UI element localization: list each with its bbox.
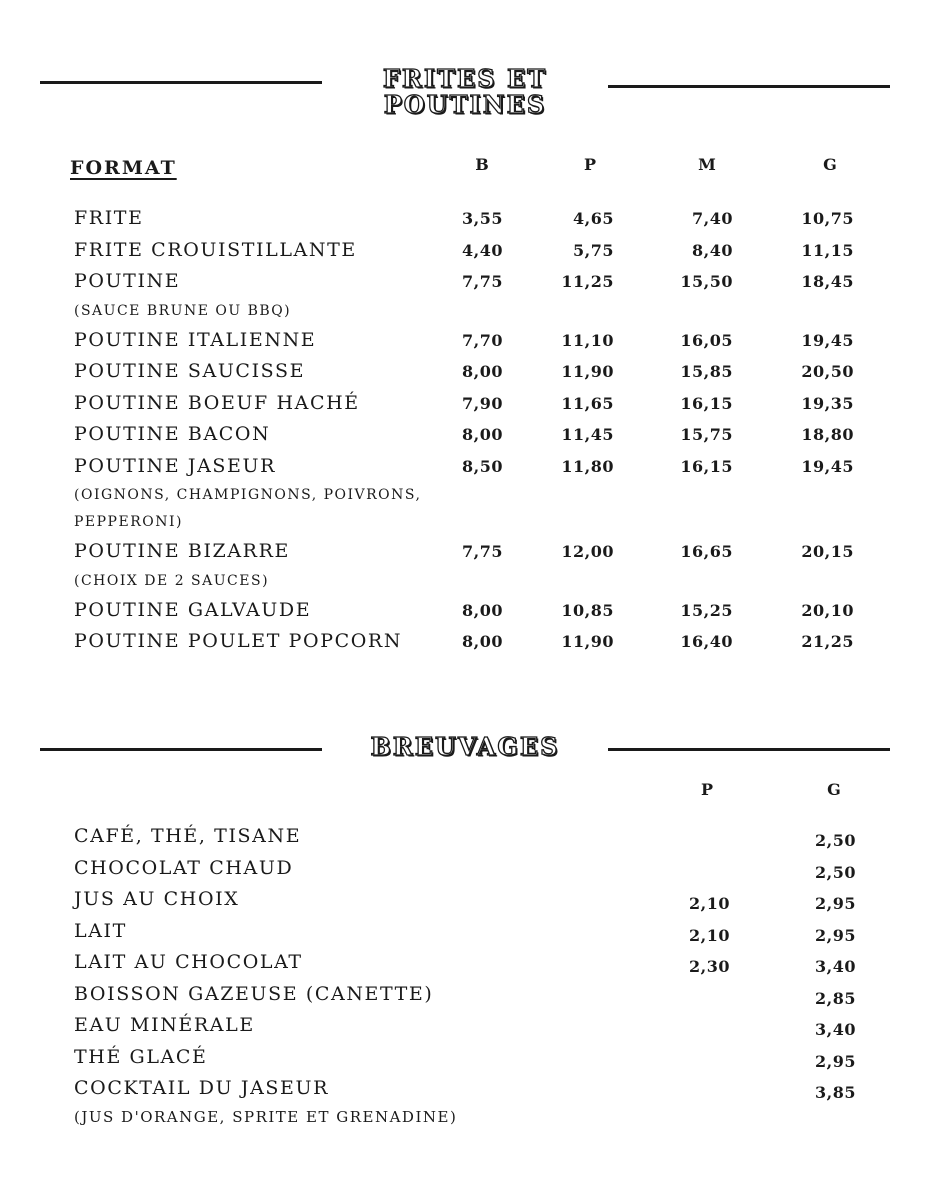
menu-item-name: LAIT AU CHOCOLAT (74, 951, 303, 973)
menu-item-name: FRITE CROUISTILLANTE (74, 238, 357, 261)
section-title-breuvages (330, 734, 600, 760)
menu-item-price: 16,05 (680, 330, 733, 350)
menu-item-price: 12,00 (561, 542, 614, 561)
menu-item-price: 19,45 (801, 456, 854, 476)
menu-item-price: 10,85 (561, 600, 614, 620)
menu-item-price: 15,25 (680, 600, 733, 620)
menu-item-name: POUTINE BIZARRE (74, 540, 290, 562)
menu-item-price: 3,40 (815, 1020, 856, 1039)
column-header: P (583, 155, 597, 174)
section-divider-left (40, 81, 322, 84)
menu-item-price: 7,40 (692, 209, 733, 228)
section-title-text: BREUVAGES (370, 732, 560, 761)
menu-item-name: CAFÉ, THÉ, TISANE (74, 825, 302, 847)
menu-item-name: POUTINE ITALIENNE (74, 328, 317, 351)
menu-item-price: 2,50 (815, 862, 856, 882)
menu-item-price: 2,30 (689, 957, 730, 976)
menu-item-price: 8,00 (462, 632, 503, 651)
menu-item-price: 3,85 (815, 1083, 856, 1102)
menu-item-price: 11,25 (561, 272, 614, 291)
menu-item-name: POUTINE BOEUF HACHÉ (74, 391, 360, 414)
menu-item-price: 10,75 (801, 209, 854, 228)
menu-item-description: (CHOIX DE 2 SAUCES) (74, 572, 270, 589)
menu-item-name: POUTINE (74, 270, 181, 292)
menu-item-price: 4,65 (573, 209, 614, 228)
menu-item-description: (OIGNONS, CHAMPIGNONS, POIVRONS, (74, 487, 422, 503)
menu-item-price: 11,90 (561, 362, 614, 381)
menu-item-price: 21,25 (801, 632, 854, 651)
menu-item-price: 2,10 (689, 925, 730, 945)
menu-item-name: JUS AU CHOIX (74, 888, 240, 910)
menu-item-price: 8,00 (462, 362, 503, 381)
menu-item-price: 11,45 (561, 425, 614, 444)
format-label: FORMAT (70, 157, 177, 179)
menu-item-price: 7,90 (462, 393, 503, 413)
menu-item-name: EAU MINÉRALE (74, 1014, 255, 1036)
menu-item-description: PEPPERONI) (74, 514, 183, 530)
menu-item-price: 8,50 (462, 456, 503, 476)
column-header: B (475, 155, 489, 174)
menu-item-price: 5,75 (573, 240, 614, 260)
menu-item-name: THÉ GLACÉ (74, 1045, 208, 1068)
menu-item-price: 20,50 (801, 362, 854, 381)
menu-item-price: 15,85 (680, 362, 733, 381)
menu-item-name: POUTINE JASEUR (74, 454, 277, 477)
menu-item-price: 11,15 (801, 240, 854, 260)
menu-item-price: 20,10 (801, 600, 854, 620)
column-header: M (698, 155, 716, 174)
menu-item-price: 8,00 (462, 600, 503, 620)
section-divider-left (40, 748, 322, 751)
menu-item-price: 16,15 (680, 456, 733, 476)
menu-item-price: 20,15 (801, 542, 854, 561)
menu-item-price: 15,50 (680, 272, 733, 291)
menu-item-price: 7,75 (462, 542, 503, 561)
column-header: G (827, 780, 841, 799)
menu-item-price: 11,80 (561, 456, 614, 476)
menu-item-name: POUTINE GALVAUDE (74, 598, 312, 621)
menu-item-price: 11,65 (561, 393, 614, 413)
menu-item-name: CHOCOLAT CHAUD (74, 856, 294, 879)
menu-item-price: 8,00 (462, 425, 503, 444)
menu-item-name: BOISSON GAZEUSE (CANETTE) (74, 982, 434, 1005)
menu-item-description: (JUS D'ORANGE, SPRITE ET GRENADINE) (74, 1107, 458, 1126)
section-divider-right (608, 748, 890, 751)
menu-item-description: (SAUCE BRUNE OU BBQ) (74, 302, 292, 319)
section-title-line1: FRITES ET (382, 64, 548, 93)
menu-item-price: 2,10 (689, 894, 730, 913)
menu-item-price: 19,45 (801, 330, 854, 350)
column-header: G (823, 155, 837, 174)
menu-item-price: 4,40 (462, 240, 503, 260)
menu-item-price: 2,50 (815, 831, 856, 850)
menu-item-price: 3,55 (462, 209, 503, 228)
column-header: P (700, 780, 714, 799)
menu-item-price: 11,10 (561, 330, 614, 350)
menu-item-name: POUTINE SAUCISSE (74, 360, 306, 382)
menu-item-price: 7,70 (462, 330, 503, 350)
section-title-frites (330, 66, 600, 118)
menu-item-name: POUTINE BACON (74, 423, 271, 445)
menu-item-price: 11,90 (561, 632, 614, 651)
menu-item-price: 3,40 (815, 957, 856, 976)
menu-item-price: 15,75 (680, 425, 733, 444)
menu-item-name: POUTINE POULET POPCORN (74, 630, 403, 652)
menu-item-price: 7,75 (462, 272, 503, 291)
menu-item-price: 2,95 (815, 894, 856, 913)
menu-item-price: 2,95 (815, 1051, 856, 1071)
menu-item-price: 16,40 (680, 632, 733, 651)
menu-item-price: 2,85 (815, 988, 856, 1008)
menu-item-price: 18,45 (801, 272, 854, 291)
menu-item-price: 16,65 (680, 542, 733, 561)
menu-item-name: COCKTAIL DU JASEUR (74, 1077, 329, 1099)
menu-item-name: LAIT (74, 919, 127, 942)
menu-item-price: 18,80 (801, 425, 854, 444)
menu-item-price: 2,95 (815, 925, 856, 945)
menu-item-name: FRITE (74, 207, 144, 229)
menu-item-price: 16,15 (680, 393, 733, 413)
menu-item-price: 8,40 (692, 240, 733, 260)
section-divider-right (608, 85, 890, 88)
section-title-line2: POUTINES (383, 90, 547, 119)
menu-item-price: 19,35 (801, 393, 854, 413)
